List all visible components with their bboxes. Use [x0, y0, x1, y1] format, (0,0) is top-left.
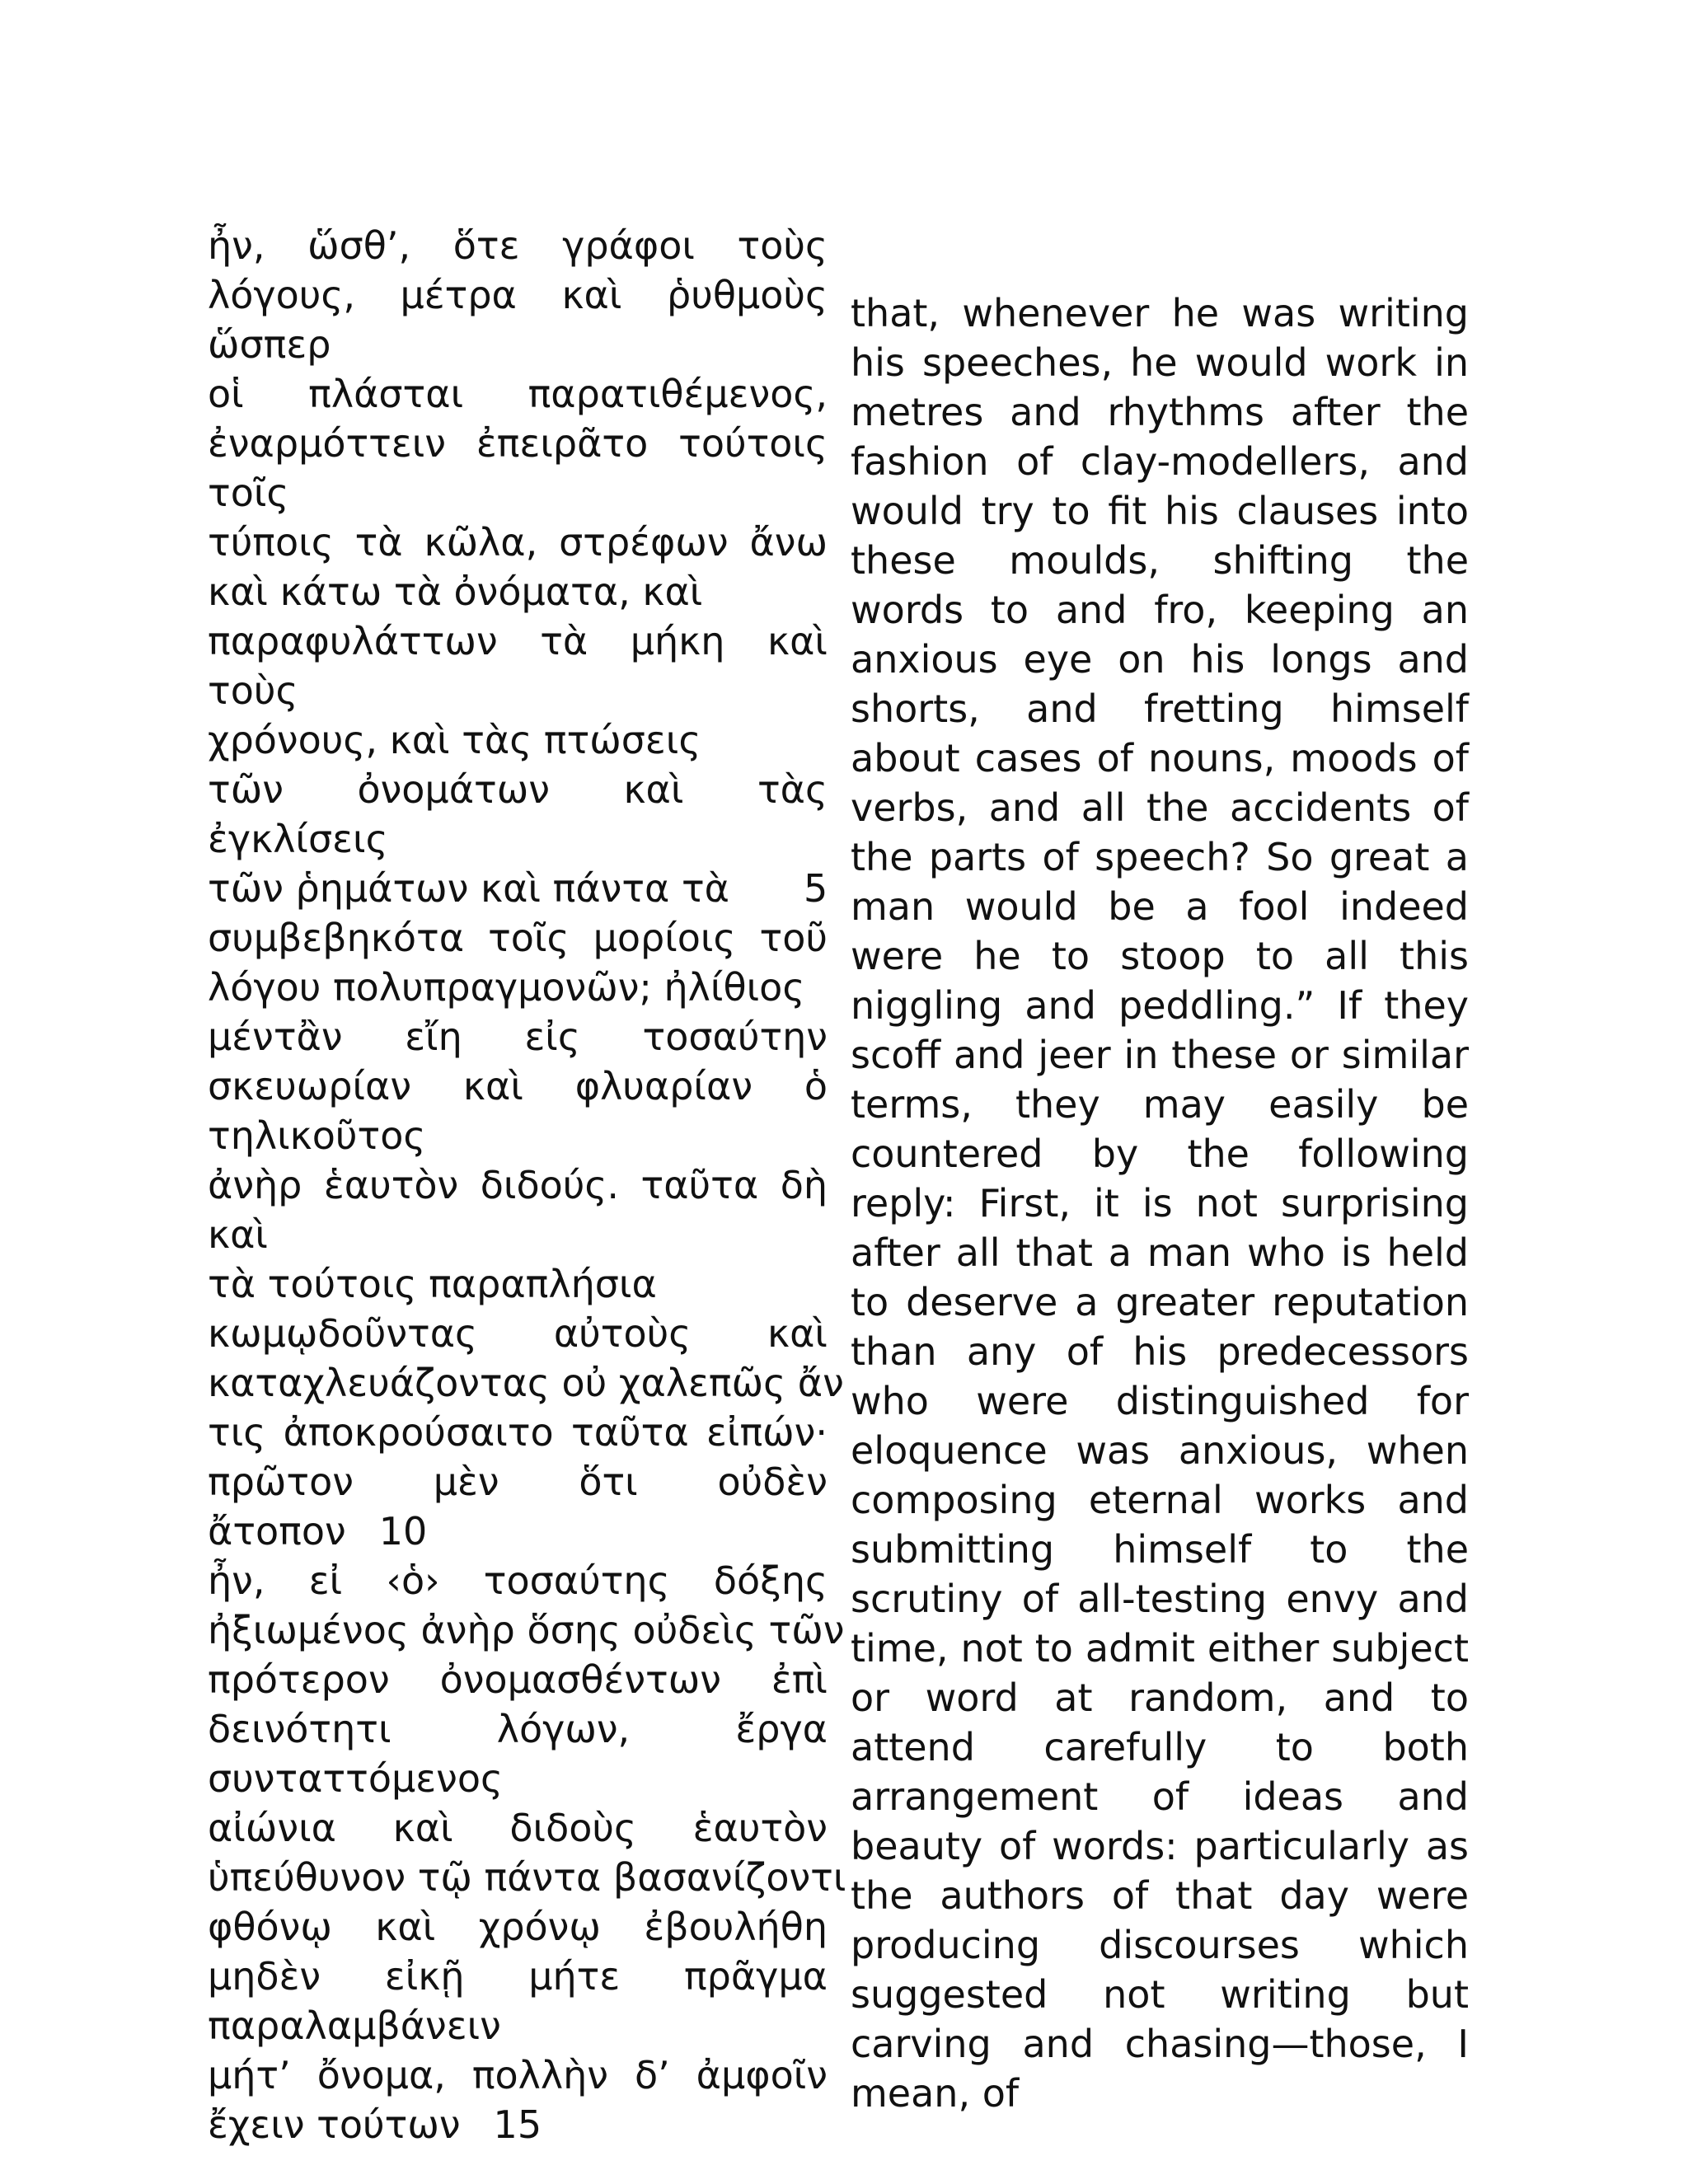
greek-line-text: μήτ’ ὄνομα, πολλὴν δ’ ἀμφοῖν	[208, 2053, 828, 2097]
greek-line-text: πρῶτον μὲν ὅτι οὐδὲν	[208, 1460, 828, 1504]
line-number: 5	[804, 866, 828, 911]
greek-line	[208, 1309, 828, 1358]
greek-line-text: ἐναρμόττειν ἐπειρᾶτο τούτοις τοῖς	[208, 421, 828, 515]
greek-line-text: ἦν, εἰ ‹ὁ› τοσαύτης δόξης	[208, 1558, 828, 1603]
greek-line	[208, 1655, 828, 1704]
english-translation-column	[851, 288, 1469, 2118]
greek-line	[208, 369, 828, 419]
greek-line-text: ὑπεύθυνον τῷ πάντα βασανίζοντι	[208, 1855, 846, 1900]
greek-text-column	[208, 221, 846, 2149]
greek-line-text: κωμῳδοῦντας αὐτοὺς καὶ	[208, 1311, 828, 1356]
greek-line-text: φθόνῳ καὶ χρόνῳ ἐβουλήθη	[208, 1905, 828, 1949]
english-translation-text: that, whenever he was writing his speeches, he would work in metres and rhythms after the fashion of clay-modellers, and would try to fit his clauses into these moulds, shifting the words to and fro, keeping an anxious eye on his longs and shorts, and fretting himself about cases of nouns, moods of verbs, and all the accidents of the parts of speech? So great a man would be a fool indeed were he to stoop to all this niggling and peddling.” If they scoff and jeer in these or similar terms, they may easily be countered by the following reply: First, it is not surprising after all that a man who is held to deserve a greater reputation than any of his predecessors who were distinguished for eloquence was anxious, when composing eternal works and submitting himself to the scrutiny of all-testing envy and time, not to admit either subject or word at random, and to attend carefully to both arrangement of ideas and beauty of words: particularly as the authors of that day were producing discourses which suggested not writing but carving and chasing—those, I mean, of	[851, 291, 1469, 2116]
greek-line-text: τῶν ῥημάτων καὶ πάντα τὰ	[208, 866, 729, 911]
greek-line	[208, 270, 828, 320]
greek-line	[208, 765, 828, 864]
greek-line	[208, 1160, 828, 1259]
greek-line	[208, 1556, 828, 1605]
greek-line-text: παραφυλάττων τὰ μήκη καὶ τοὺς	[208, 619, 828, 713]
greek-line	[208, 2100, 828, 2149]
greek-line	[208, 221, 828, 270]
greek-line	[208, 1803, 828, 1853]
greek-line-text: μέντἂν εἴη εἰς τοσαύτην	[208, 1015, 828, 1059]
greek-line-text: καταχλευάζοντας οὐ χαλεπῶς ἄν	[208, 1361, 844, 1405]
greek-line	[208, 2050, 828, 2100]
greek-line-text: παραλαμβάνειν	[208, 2004, 501, 2048]
greek-line	[208, 320, 828, 369]
greek-line-text: αἰώνια καὶ διδοὺς ἑαυτὸν	[208, 1806, 828, 1850]
greek-line-text: τηλικοῦτος	[208, 1113, 426, 1158]
greek-line	[208, 518, 828, 567]
greek-line-text: οἱ πλάσται παρατιθέμενος,	[208, 372, 828, 416]
greek-line-text: ἄτοπον	[208, 1509, 346, 1554]
greek-line	[208, 1902, 828, 1952]
greek-line	[208, 963, 828, 1012]
greek-line-text: συμβεβηκότα τοῖς μορίοις τοῦ	[208, 916, 828, 960]
greek-line-text: χρόνους, καὶ τὰς πτώσεις	[208, 718, 701, 762]
greek-line-text: τῶν ὀνομάτων καὶ τὰς ἐγκλίσεις	[208, 767, 828, 861]
greek-line	[208, 1754, 828, 1803]
greek-line	[208, 1952, 828, 2001]
greek-line	[208, 616, 828, 715]
greek-line-text: πρότερον ὀνομασθέντων ἐπὶ	[208, 1657, 828, 1702]
greek-line-text: ἦν, ὥσθ’, ὅτε γράφοι τοὺς	[208, 223, 828, 268]
greek-line-text: τις ἀποκρούσαιτο ταῦτα εἰπών·	[208, 1410, 828, 1455]
greek-line-text: ἀνὴρ ἑαυτὸν διδούς. ταῦτα δὴ καὶ	[208, 1163, 828, 1257]
greek-line	[208, 1111, 828, 1160]
greek-line	[208, 1012, 828, 1062]
greek-line	[208, 1358, 844, 1408]
greek-line	[208, 567, 828, 616]
greek-line	[208, 913, 828, 963]
greek-line	[208, 1408, 828, 1457]
line-number: 10	[378, 1509, 428, 1554]
greek-line	[208, 2001, 828, 2050]
greek-line	[208, 715, 828, 765]
greek-line	[208, 1507, 828, 1556]
greek-line	[208, 1259, 828, 1309]
greek-line-text: σκευωρίαν καὶ φλυαρίαν ὁ	[208, 1064, 828, 1108]
greek-line-text: συνταττόμενος	[208, 1756, 503, 1801]
greek-line	[208, 864, 828, 913]
greek-line	[208, 1457, 828, 1507]
greek-line-text: τὰ τούτοις παραπλήσια	[208, 1262, 657, 1306]
greek-line-text: δεινότητι λόγων, ἔργα	[208, 1707, 828, 1751]
greek-line-text: ἔχειν τούτων	[208, 2102, 461, 2147]
greek-line-text: μηδὲν εἰκῇ μήτε πρᾶγμα	[208, 1954, 828, 1999]
greek-line-text: λόγους, μέτρα καὶ ῥυθμοὺς	[208, 273, 828, 317]
greek-line	[208, 1704, 828, 1754]
greek-line-text: τύποις τὰ κῶλα, στρέφων ἄνω	[208, 520, 828, 565]
line-number: 15	[493, 2102, 542, 2147]
greek-line-text: ὥσπερ	[208, 322, 331, 367]
greek-line-text: ἠξιωμένος ἀνὴρ ὅσης οὐδεὶς τῶν	[208, 1608, 845, 1652]
greek-line-text: λόγου πολυπραγμονῶν; ἠλίθιος	[208, 965, 805, 1010]
greek-line	[208, 419, 828, 518]
greek-line-text: καὶ κάτω τὰ ὀνόματα, καὶ	[208, 569, 703, 614]
greek-line	[208, 1062, 828, 1111]
greek-line	[208, 1605, 845, 1655]
greek-line	[208, 1853, 846, 1902]
